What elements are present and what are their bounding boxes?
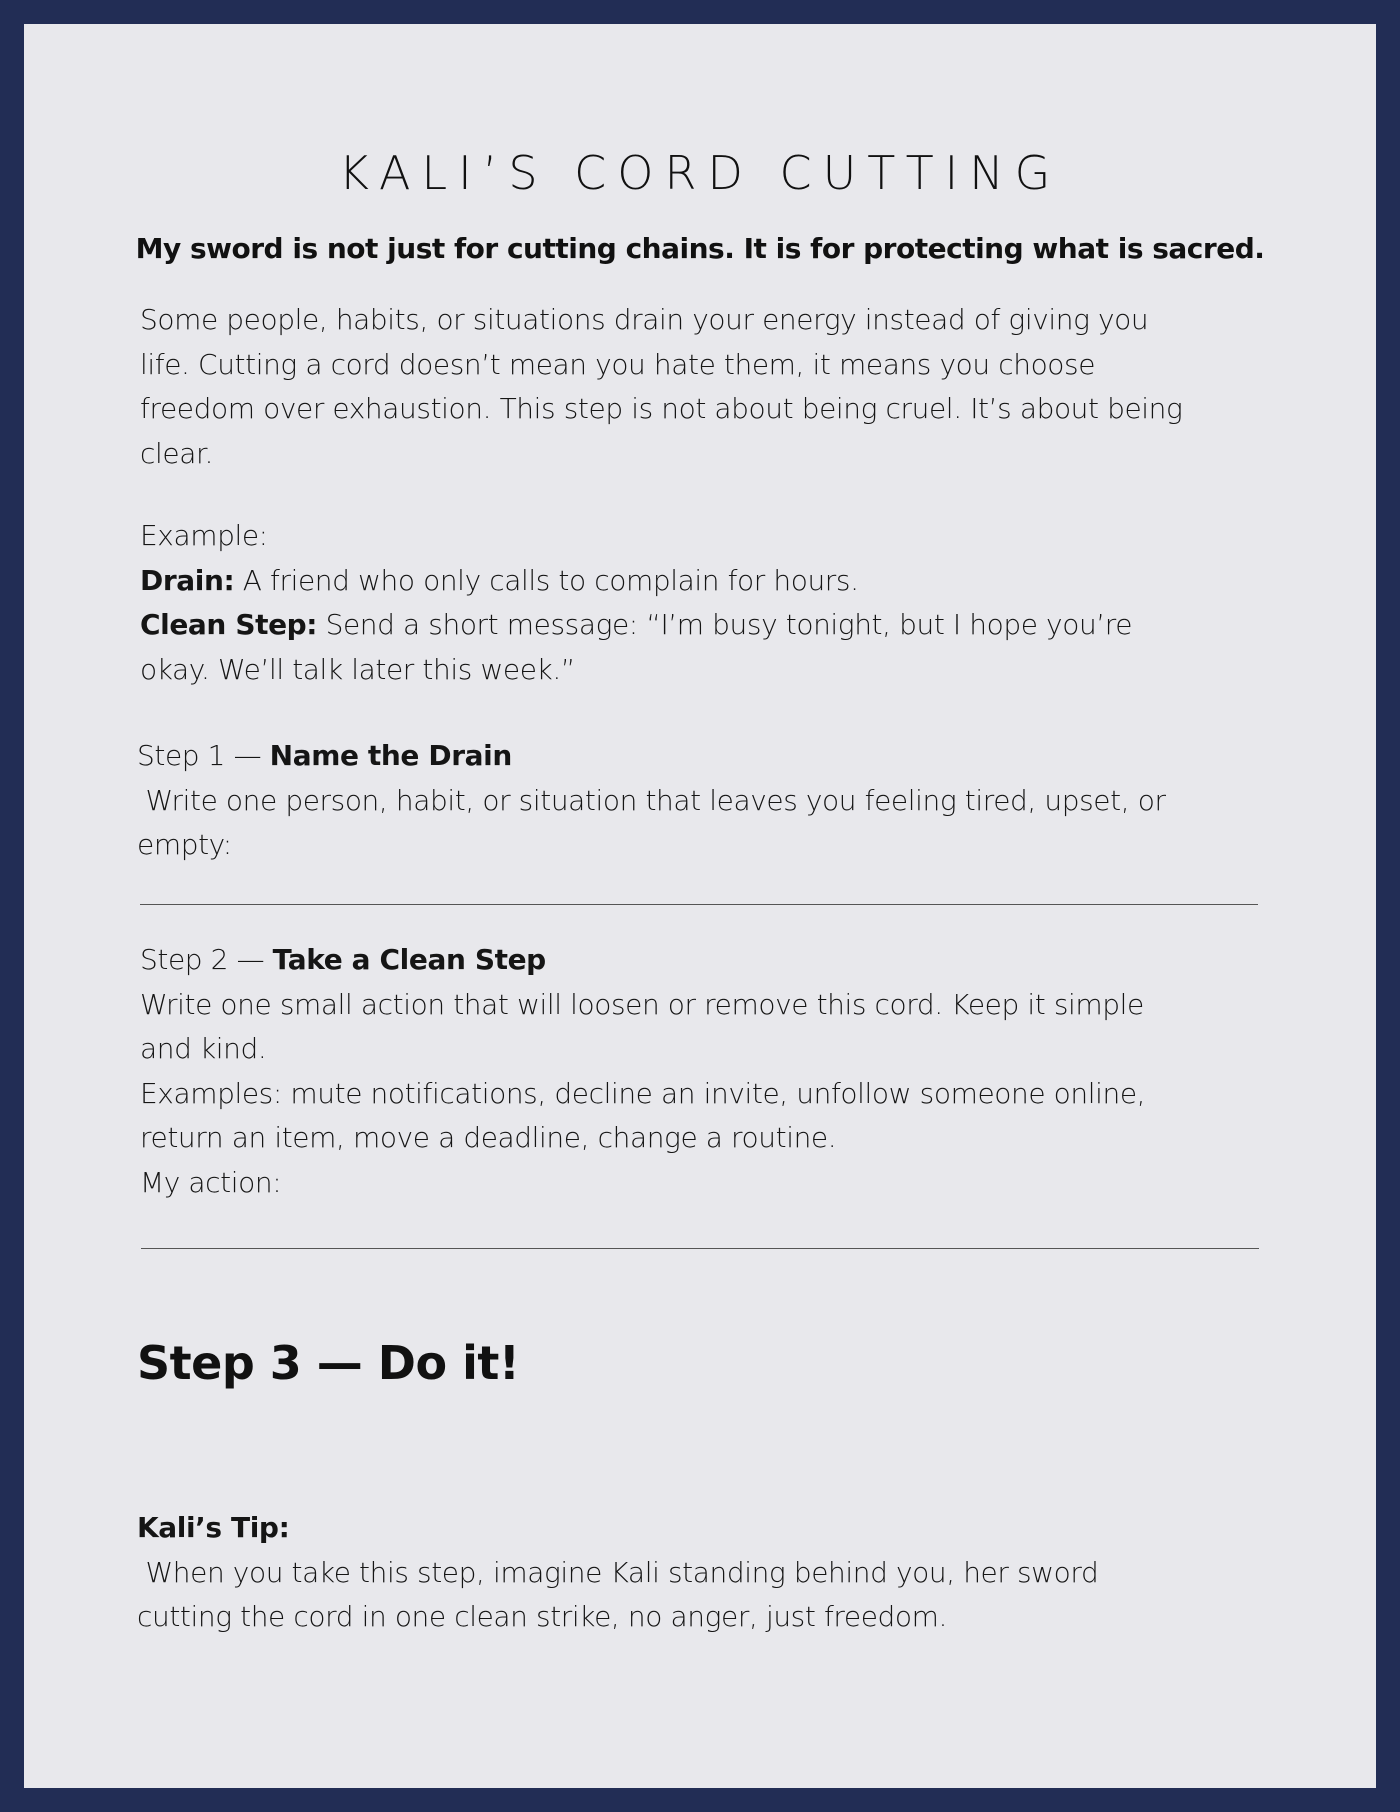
worksheet-page bbox=[24, 24, 1376, 1788]
page-title: KALI’S CORD CUTTING bbox=[338, 146, 1062, 200]
clean-step-label: Clean Step: bbox=[140, 608, 318, 642]
intro-line: freedom over exhaustion. This step is not about being cruel. It’s about being bbox=[140, 392, 1183, 426]
step1-line: empty: bbox=[137, 828, 232, 862]
drain-label: Drain: bbox=[140, 563, 235, 597]
step2-line: Examples: mute notifications, decline an invite, unfollow someone online, bbox=[140, 1076, 1146, 1110]
step2-heading bbox=[140, 938, 1290, 983]
intro-line: clear. bbox=[140, 436, 214, 470]
step1-prefix: Step 1 — bbox=[137, 739, 270, 772]
intro-paragraph bbox=[140, 298, 1290, 476]
step2-block bbox=[140, 938, 1290, 1206]
example-clean-step-cont: okay. We’ll talk later this week.” bbox=[140, 652, 575, 686]
step2-prefix: Step 2 — bbox=[140, 943, 273, 976]
drain-text: A friend who only calls to complain for hours. bbox=[234, 563, 859, 597]
step1-title: Name the Drain bbox=[269, 739, 512, 772]
step1-line: Write one person, habit, or situation that leaves you feeling tired, upset, or bbox=[137, 783, 1166, 817]
example-drain bbox=[140, 559, 1290, 604]
subtitle-quote: My sword is not just for cutting chains. It is for protecting what is sacred. bbox=[135, 232, 1265, 265]
tip-label-text: Kali’s Tip: bbox=[137, 1511, 290, 1544]
step2-line: Write one small action that will loosen or remove this cord. Keep it simple bbox=[140, 987, 1144, 1021]
step1-answer-line[interactable] bbox=[140, 904, 1258, 905]
clean-step-text: Send a short message: “I’m busy tonight, but I hope you’re bbox=[317, 608, 1133, 642]
step2-line: and kind. bbox=[140, 1032, 267, 1066]
intro-line: life. Cutting a cord doesn’t mean you hate them, it means you choose bbox=[140, 347, 1096, 381]
example-block bbox=[140, 514, 1290, 692]
step2-title: Take a Clean Step bbox=[272, 943, 546, 976]
tip-line: cutting the cord in one clean strike, no anger, just freedom. bbox=[137, 1600, 948, 1634]
intro-line: Some people, habits, or situations drain your energy instead of giving you bbox=[140, 303, 1149, 336]
tip-label bbox=[137, 1506, 1287, 1551]
tip-block bbox=[137, 1506, 1287, 1640]
step3-heading: Step 3 — Do it! bbox=[137, 1336, 520, 1390]
step2-line: return an item, move a deadline, change a routine. bbox=[140, 1121, 837, 1155]
step2-line: My action: bbox=[140, 1165, 282, 1199]
tip-line: When you take this step, imagine Kali standing behind you, her sword bbox=[137, 1555, 1099, 1589]
step2-answer-line[interactable] bbox=[141, 1248, 1259, 1249]
step1-block bbox=[137, 734, 1287, 868]
example-clean-step bbox=[140, 603, 1290, 648]
step1-heading bbox=[137, 734, 1287, 779]
example-heading: Example: bbox=[140, 519, 268, 552]
